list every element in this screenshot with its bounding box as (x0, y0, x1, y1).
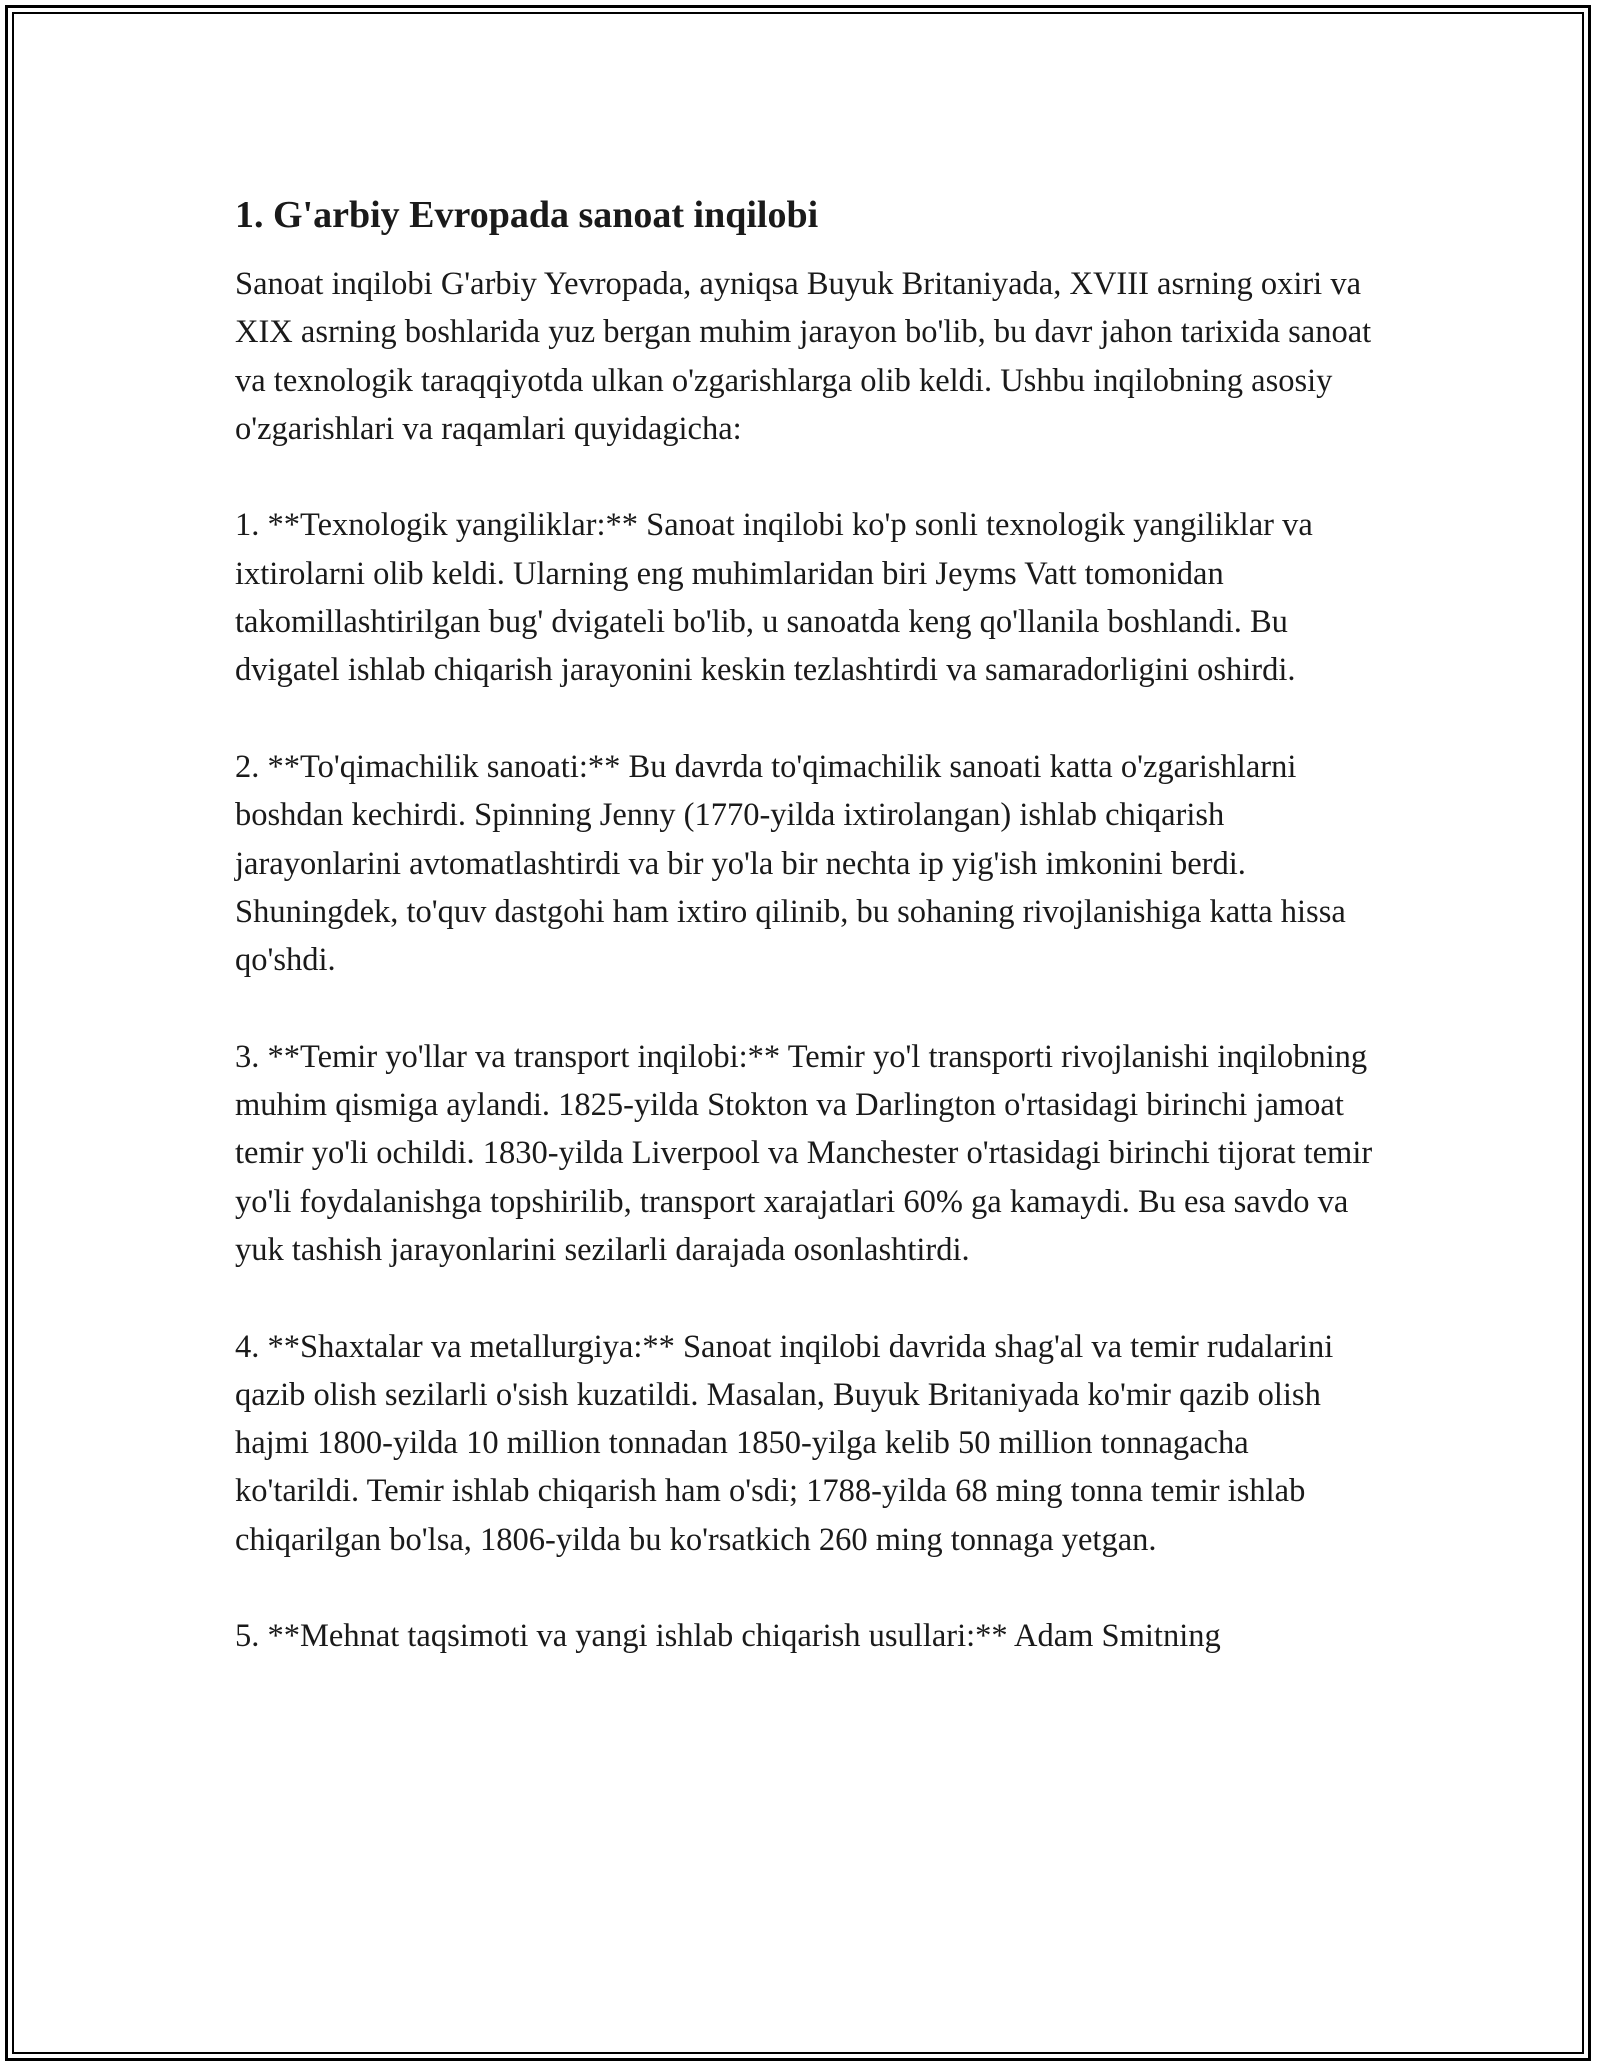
intro-paragraph: Sanoat inqilobi G'arbiy Yevropada, ayniqsa Buyuk Britaniyada, XVIII asrning oxiri va XIX asrning boshlarida yuz bergan muhim jarayon bo'lib, bu davr jahon tarixida sanoat va texnologik taraqqiyotda ulkan o'zgarishlarga olib keldi. Ushbu inqilobning asosiy o'zgarishlari va raqamlari quyidagicha: (235, 266, 1372, 447)
paragraph-mining: 4. **Shaxtalar va metallurgiya:** Sanoat inqilobi davrida shag'al va temir rudalarini qazib olish sezilarli o'sish kuzatildi. Masalan, Buyuk Britaniyada ko'mir qazib olish hajmi 1800-yilda 10 million tonnadan 1850-yilga kelib 50 million tonnagacha ko'tarildi. Temir ishlab chiqarish ham o'sdi; 1788-yilda 68 ming tonna temir ishlab chiqarilgan bo'lsa, 1806-yilda bu ko'rsatkich 260 ming tonnaga yetgan. (235, 1328, 1334, 1558)
document-title: 1. G'arbiy Evropada sanoat inqilobi (235, 194, 819, 236)
document-body (235, 190, 1375, 1709)
paragraph-labor: 5. **Mehnat taqsimoti va yangi ishlab chiqarish usullari:** Adam Smitning (235, 1618, 1221, 1655)
paragraph-technology: 1. **Texnologik yangiliklar:** Sanoat inqilobi ko'p sonli texnologik yangiliklar va ixtirolarni olib keldi. Ularning eng muhimlaridan biri Jeyms Vatt tomonidan takomillashtirilgan bug' dvigateli bo'lib, u sanoatda keng qo'llanila boshlandi. Bu dvigatel ishlab chiqarish jarayonini keskin tezlashtirdi va samaradorligini oshirdi. (235, 507, 1313, 689)
paragraph-textile: 2. **To'qimachilik sanoati:** Bu davrda to'qimachilik sanoati katta o'zgarishlarni boshdan kechirdi. Spinning Jenny (1770-yilda ixtirolangan) ishlab chiqarish jarayonlarini avtomatlashtirdi va bir yo'la bir nechta ip yig'ish imkonini berdi. Shuningdek, to'quv dastgohi ham ixtiro qilinib, bu sohaning rivojlanishiga katta hissa qo'shdi. (235, 748, 1346, 979)
paragraph-railways: 3. **Temir yo'llar va transport inqilobi:** Temir yo'l transporti rivojlanishi inqilobning muhim qismiga aylandi. 1825-yilda Stokton va Darlington o'rtasidagi birinchi jamoat temir yo'li ochildi. 1830-yilda Liverpool va Manchester o'rtasidagi birinchi tijorat temir yo'li foydalanishga topshirilib, transport xarajatlari 60% ga kamaydi. Bu esa savdo va yuk tashish jarayonlarini sezilarli darajada osonlashtirdi. (235, 1038, 1373, 1268)
